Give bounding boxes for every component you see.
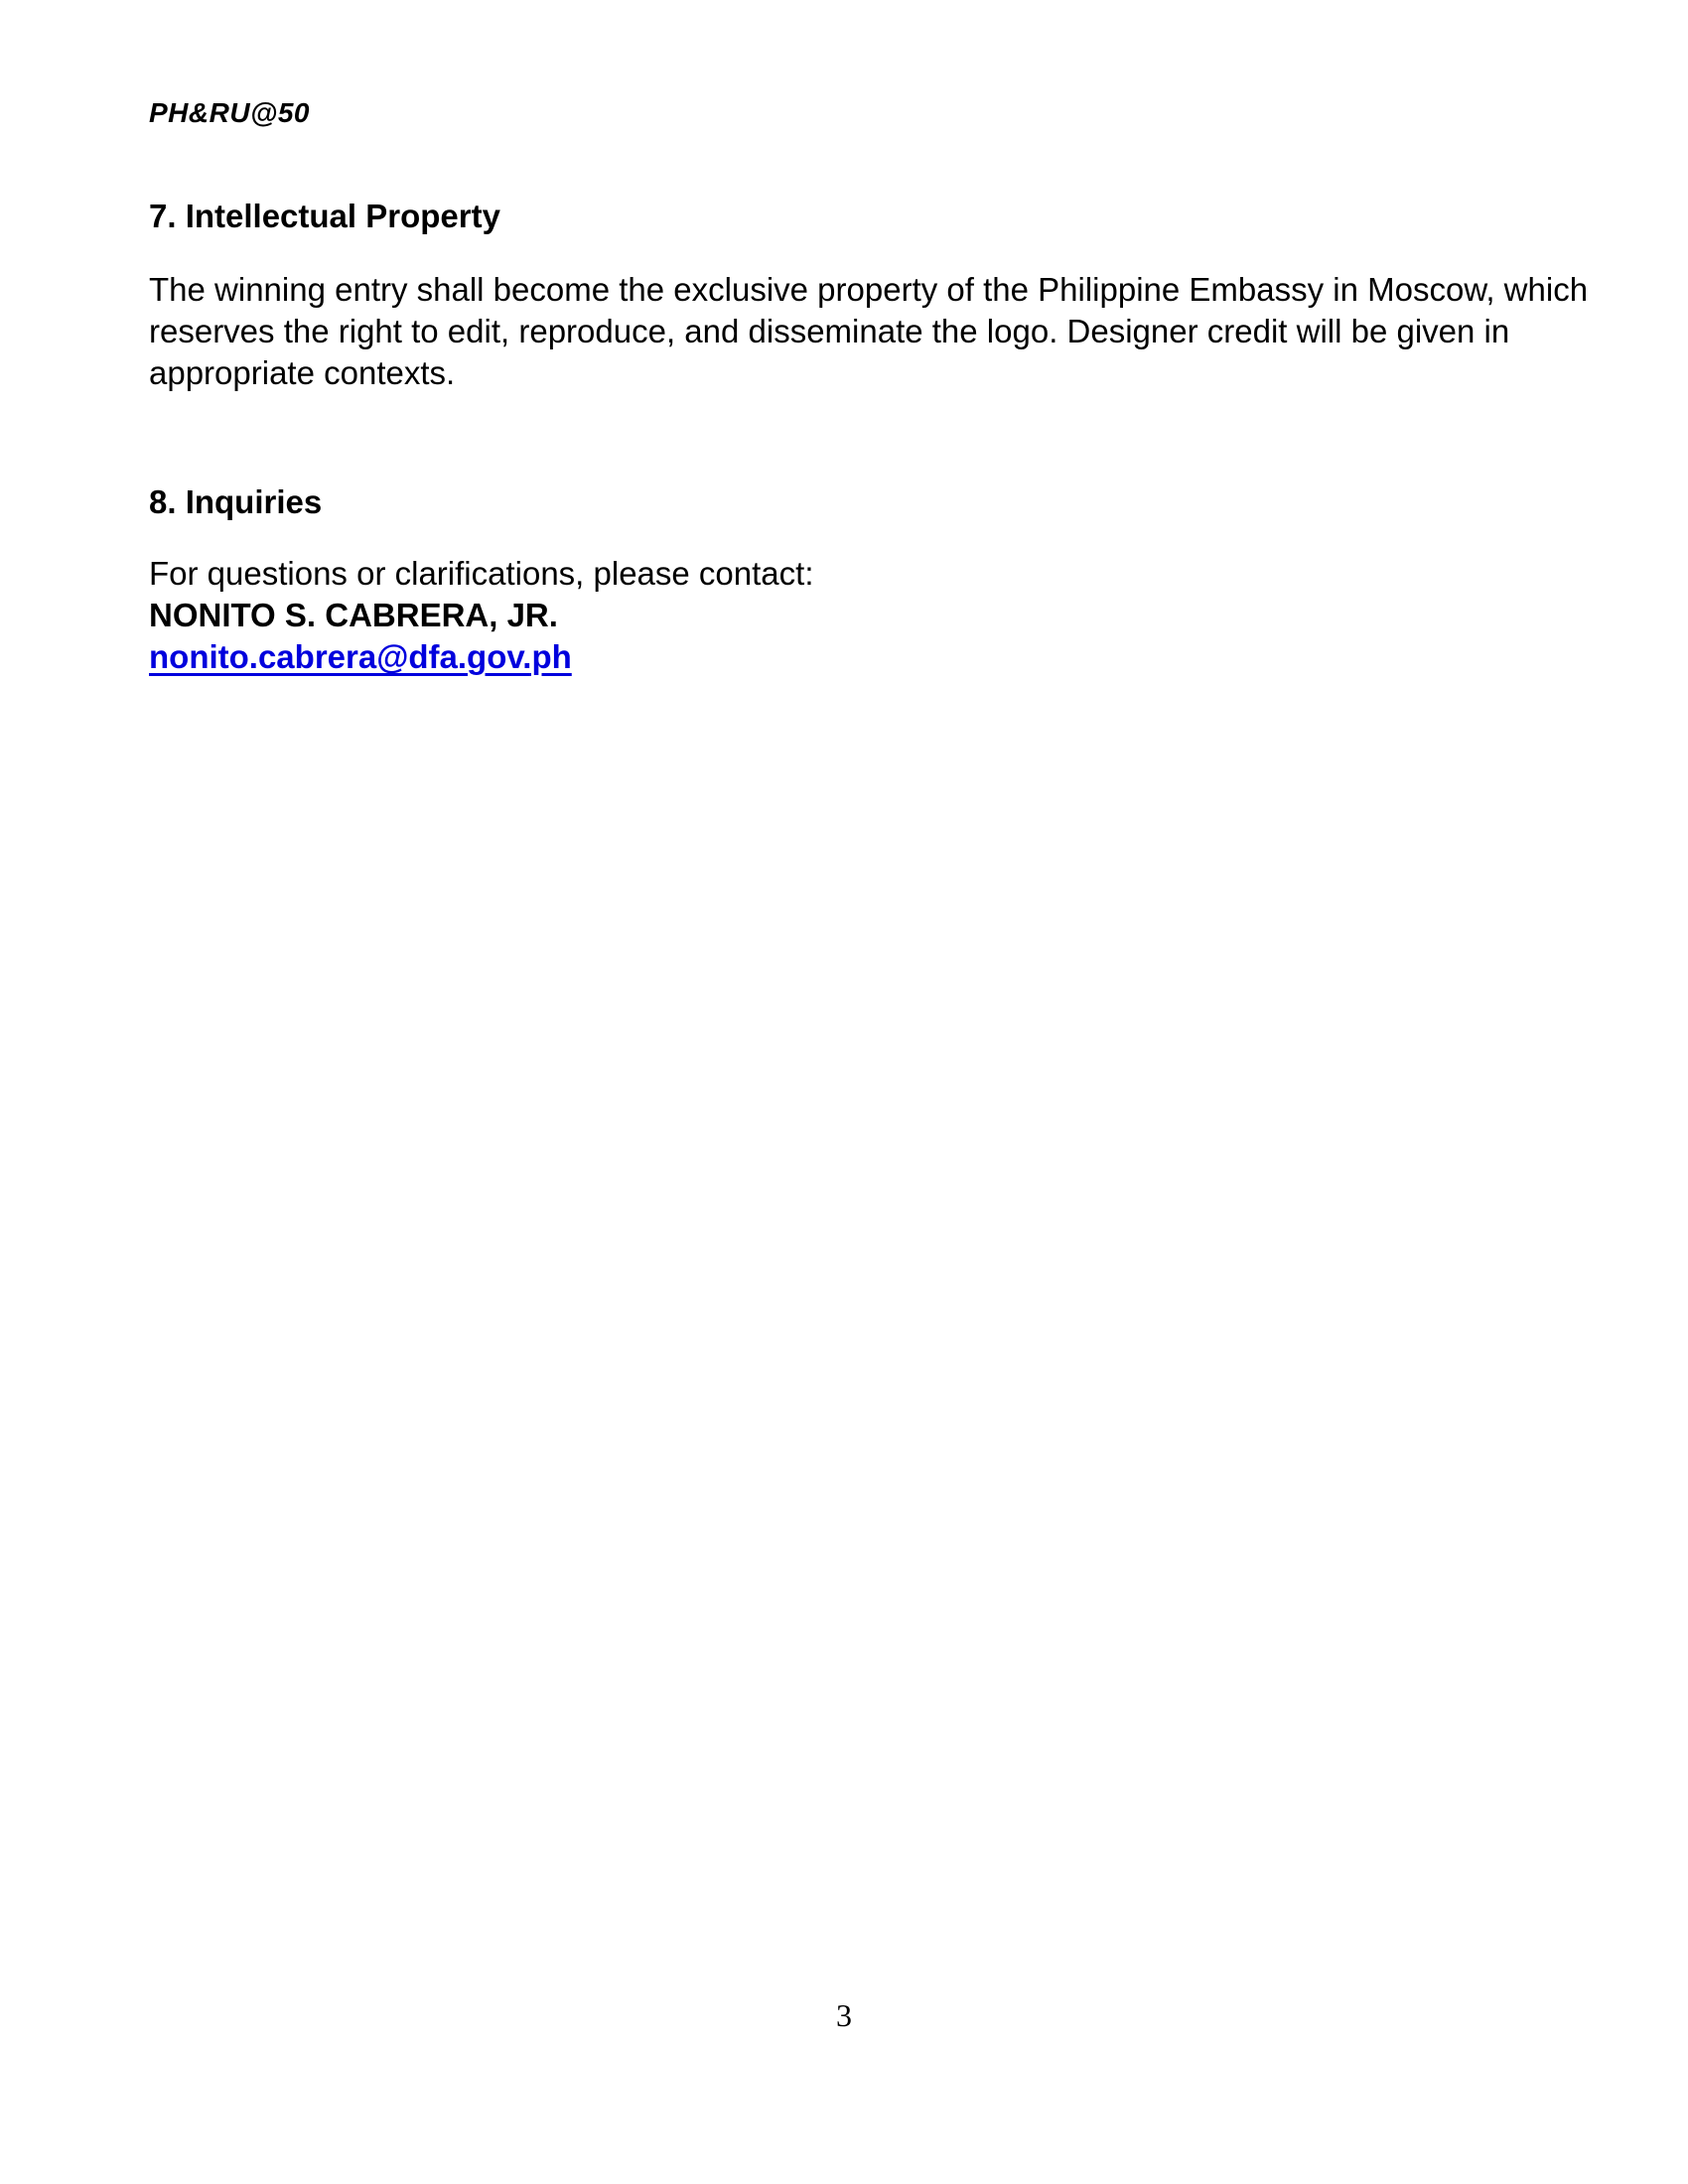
contact-person-name: NONITO S. CABRERA, JR. bbox=[149, 597, 558, 633]
document-header-title: PH&RU@50 bbox=[149, 97, 311, 128]
inquiries-intro-text: For questions or clarifications, please contact: bbox=[149, 555, 814, 592]
page-number: 3 bbox=[836, 1997, 852, 2033]
section-heading-inquiries: 8. Inquiries bbox=[149, 483, 323, 520]
contact-email-link[interactable]: nonito.cabrera@dfa.gov.ph bbox=[149, 638, 572, 675]
contact-email-line bbox=[149, 636, 572, 678]
section-heading-intellectual-property: 7. Intellectual Property bbox=[149, 198, 500, 234]
intellectual-property-paragraph: The winning entry shall become the exclusive property of the Philippine Embassy in Moscow, which reserves the right to edit, reproduce, and disseminate the logo. Designer credit will be given in appropriate contexts. bbox=[149, 271, 1589, 391]
